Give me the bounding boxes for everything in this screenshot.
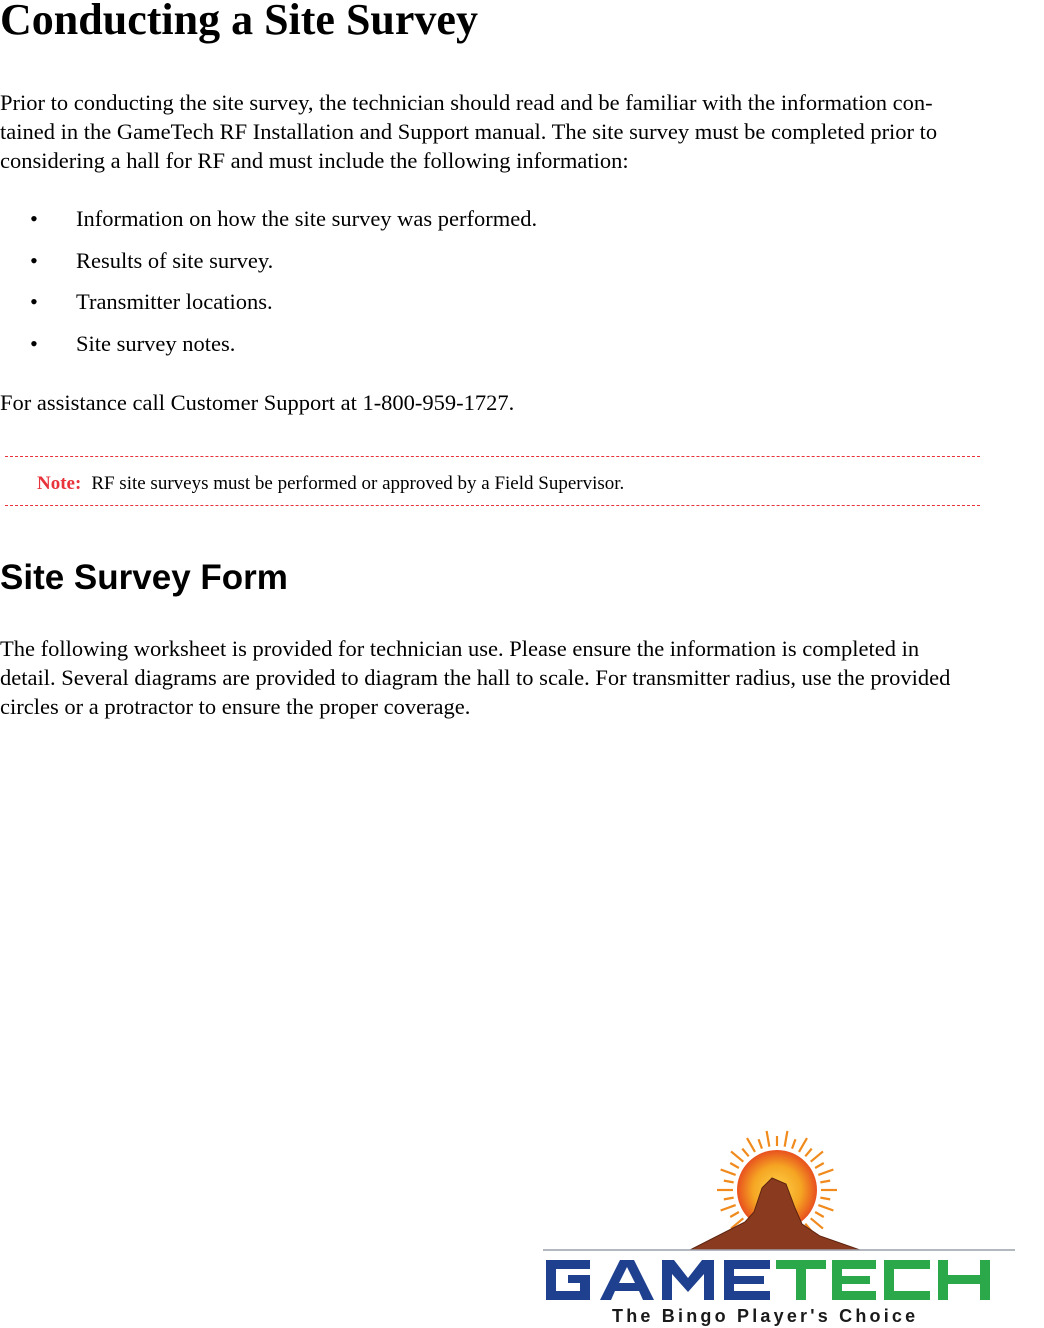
- note-label: Note:: [37, 473, 82, 494]
- sun-ray: [818, 1205, 833, 1210]
- sun-ray: [721, 1169, 736, 1174]
- gametech-logo-icon: [540, 1128, 1018, 1328]
- worksheet-line: circles or a protractor to ensure the proper coverage.: [0, 694, 471, 719]
- note-top-divider: [5, 456, 980, 457]
- sun-ray: [792, 1139, 795, 1148]
- sun-ray: [730, 1163, 739, 1168]
- gametech-logo: [540, 1128, 1018, 1328]
- sun-ray: [731, 1151, 743, 1161]
- intro-paragraph: [0, 88, 1044, 175]
- sun-ray: [799, 1138, 807, 1152]
- worksheet-paragraph: [0, 634, 1044, 721]
- note-callout: [5, 452, 980, 508]
- sun-ray: [815, 1212, 824, 1217]
- mountain-icon: [690, 1178, 860, 1250]
- wordmark-game: [546, 1260, 770, 1300]
- logo-tagline: The Bingo Player's Choice: [612, 1306, 919, 1326]
- list-item-text: Transmitter locations.: [76, 289, 273, 315]
- sun-ray: [730, 1212, 739, 1217]
- sun-ray: [759, 1139, 762, 1148]
- list-item-text: Site survey notes.: [76, 331, 236, 357]
- sun-ray: [767, 1131, 770, 1147]
- note-text: RF site surveys must be performed or approved by a Field Supervisor.: [91, 473, 625, 494]
- sun-ray: [805, 1149, 811, 1157]
- page-title: Conducting a Site Survey: [0, 0, 478, 44]
- wordmark-tech: [776, 1260, 990, 1300]
- note-content: [37, 471, 624, 497]
- worksheet-line: The following worksheet is provided for technician use. Please ensure the information is completed in: [0, 636, 920, 661]
- bullet-icon: •: [30, 206, 38, 231]
- intro-line: tained in the GameTech RF Installation and Support manual. The site survey must be completed prior to: [0, 119, 938, 144]
- sun-ray: [818, 1169, 833, 1174]
- bullet-icon: •: [30, 289, 38, 315]
- sun-ray: [815, 1163, 824, 1168]
- list-item-text: Results of site survey.: [76, 247, 274, 273]
- assistance-text: For assistance call Customer Support at 1-800-959-1727.: [0, 390, 515, 415]
- sun-ray: [721, 1205, 736, 1210]
- sun-ray: [724, 1198, 734, 1200]
- sun-ray: [747, 1138, 755, 1152]
- sun-ray: [785, 1131, 788, 1147]
- intro-line: Prior to conducting the site survey, the technician should read and be familiar with the information con-: [0, 90, 933, 115]
- intro-line: considering a hall for RF and must include the following information:: [0, 148, 629, 173]
- bullet-icon: •: [30, 247, 38, 273]
- worksheet-line: detail. Several diagrams are provided to diagram the hall to scale. For transmitter radius, use the provided: [0, 665, 951, 690]
- sun-ray: [811, 1218, 823, 1228]
- bullet-icon: •: [30, 331, 38, 357]
- note-bottom-divider: [5, 505, 980, 506]
- sun-ray: [820, 1198, 830, 1200]
- sun-ray: [724, 1181, 734, 1183]
- section-title: Site Survey Form: [0, 558, 288, 597]
- sun-ray: [811, 1151, 823, 1161]
- sun-ray: [742, 1149, 748, 1157]
- list-item-text: Information on how the site survey was performed.: [76, 206, 538, 231]
- sun-ray: [820, 1181, 830, 1183]
